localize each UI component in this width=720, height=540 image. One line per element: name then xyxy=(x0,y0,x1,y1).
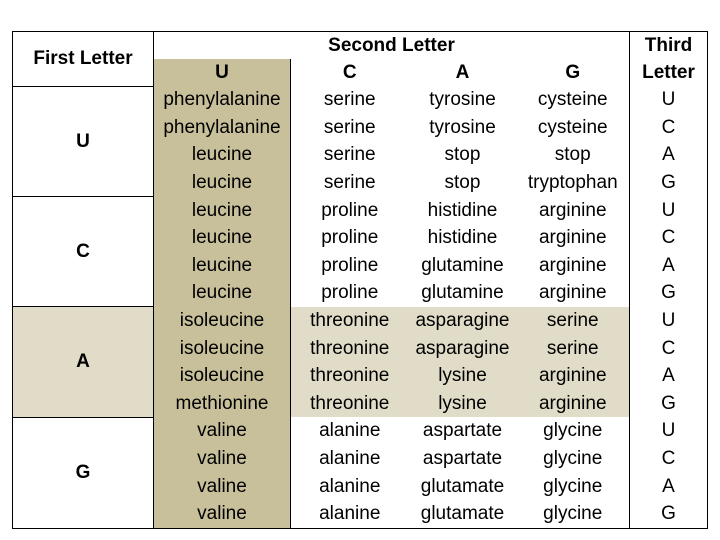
second-letter-u: U xyxy=(154,59,291,86)
codon-cell-u: methionine xyxy=(154,390,291,418)
genetic-code-table xyxy=(12,31,708,529)
codon-cell-u: phenylalanine xyxy=(154,86,291,114)
table-row xyxy=(13,196,708,224)
codon-cell-u: valine xyxy=(154,417,291,445)
codon-cell-g: tryptophan xyxy=(527,172,618,194)
second-letter-header: Second Letter xyxy=(154,32,630,60)
third-letter-cell: A xyxy=(630,362,708,390)
codon-cell-u: leucine xyxy=(154,279,291,307)
codon-cell-a: histidine xyxy=(427,227,498,249)
table-row xyxy=(13,307,708,335)
codon-cell-c: threonine xyxy=(291,390,409,418)
codon-cell-g: glycine xyxy=(543,475,603,497)
codon-cell-g: arginine xyxy=(517,362,630,390)
first-letter-header xyxy=(13,32,154,87)
codon-cell-u: leucine xyxy=(154,141,291,169)
codon-cell-g: glycine xyxy=(543,448,603,470)
third-letter-header-line1: Third xyxy=(630,32,708,60)
codon-cell-a: histidine xyxy=(427,199,498,221)
first-letter-label: First Letter xyxy=(33,48,133,70)
third-letter-cell: A xyxy=(630,472,708,500)
codon-cell-c: threonine xyxy=(291,307,409,335)
codon-cell-g: arginine xyxy=(538,227,607,249)
second-letter-g: G xyxy=(565,62,581,83)
codon-cell-g: cysteine xyxy=(537,116,608,138)
codon-cell-u: isoleucine xyxy=(154,307,291,335)
codon-cell-u: valine xyxy=(154,472,291,500)
codon-cell-g: serine xyxy=(517,307,630,335)
codon-cell-c: serine xyxy=(291,169,409,197)
codon-cell-c: proline xyxy=(291,196,409,224)
codon-cell-u: isoleucine xyxy=(154,334,291,362)
first-letter-c: C xyxy=(13,196,154,306)
codon-cell-a: lysine xyxy=(409,390,517,418)
codon-cell-u: leucine xyxy=(154,252,291,280)
codon-cell-c: threonine xyxy=(291,334,409,362)
codon-cell-c: proline xyxy=(291,224,409,252)
third-letter-cell: A xyxy=(630,141,708,169)
codon-cell-g: stop xyxy=(554,144,591,166)
codon-cell-c: serine xyxy=(291,86,409,114)
codon-cell-a: glutamine xyxy=(421,254,504,276)
codon-cell-g: glycine xyxy=(543,420,603,442)
codon-cell-a: aspartate xyxy=(422,448,503,470)
third-letter-cell: G xyxy=(630,500,708,528)
codon-cell-a: glutamate xyxy=(409,500,517,528)
codon-cell-u: valine xyxy=(154,445,291,473)
codon-cell-u: isoleucine xyxy=(154,362,291,390)
codon-cell-c: threonine xyxy=(291,362,409,390)
first-letter-g: G xyxy=(13,417,154,528)
codon-cell-a: stop xyxy=(444,172,481,194)
third-letter-header-line2: Letter xyxy=(630,59,708,86)
codon-cell-c: alanine xyxy=(291,445,409,473)
codon-cell-a: glutamate xyxy=(420,475,505,497)
codon-cell-u: leucine xyxy=(154,169,291,197)
third-letter-cell: U xyxy=(630,307,708,335)
third-letter-cell: C xyxy=(630,224,708,252)
third-letter-cell: C xyxy=(630,114,708,142)
codon-cell-a: stop xyxy=(444,144,481,166)
third-letter-cell: G xyxy=(630,279,708,307)
codon-cell-c: alanine xyxy=(291,417,409,445)
codon-cell-g: serine xyxy=(517,334,630,362)
codon-cell-u: leucine xyxy=(154,224,291,252)
codon-cell-a: asparagine xyxy=(409,334,517,362)
codon-cell-c: alanine xyxy=(291,472,409,500)
codon-table-container xyxy=(12,31,708,529)
header-row-1 xyxy=(13,32,708,60)
third-letter-cell: C xyxy=(630,445,708,473)
codon-cell-g: arginine xyxy=(538,199,607,221)
codon-cell-u: phenylalanine xyxy=(154,114,291,142)
codon-cell-g: cysteine xyxy=(537,89,608,111)
second-letter-a: A xyxy=(455,62,470,83)
codon-cell-a: asparagine xyxy=(409,307,517,335)
codon-cell-c: serine xyxy=(291,141,409,169)
codon-cell-a: tyrosine xyxy=(429,116,496,138)
table-row xyxy=(13,86,708,114)
codon-cell-g: glycine xyxy=(517,500,630,528)
codon-cell-u: valine xyxy=(154,500,291,528)
codon-cell-c: proline xyxy=(291,252,409,280)
first-letter-u: U xyxy=(13,86,154,196)
first-letter-a: A xyxy=(13,307,154,417)
codon-cell-a: tyrosine xyxy=(429,89,496,111)
third-letter-cell: U xyxy=(630,196,708,224)
codon-cell-u: leucine xyxy=(154,196,291,224)
codon-cell-g: arginine xyxy=(538,254,607,276)
third-letter-cell: U xyxy=(630,86,708,114)
third-letter-cell: A xyxy=(630,252,708,280)
table-row xyxy=(13,417,708,445)
third-letter-cell: C xyxy=(630,334,708,362)
codon-cell-a: glutamine xyxy=(421,282,504,304)
codon-cell-c: serine xyxy=(291,114,409,142)
codon-cell-g: arginine xyxy=(517,390,630,418)
third-letter-cell: U xyxy=(630,417,708,445)
codon-cell-a: aspartate xyxy=(422,420,503,442)
codon-cell-g: arginine xyxy=(538,282,607,304)
codon-cell-a: lysine xyxy=(409,362,517,390)
second-letter-c: C xyxy=(291,59,409,86)
codon-cell-c: alanine xyxy=(291,500,409,528)
third-letter-cell: G xyxy=(630,169,708,197)
codon-cell-c: proline xyxy=(291,279,409,307)
third-letter-cell: G xyxy=(630,390,708,418)
